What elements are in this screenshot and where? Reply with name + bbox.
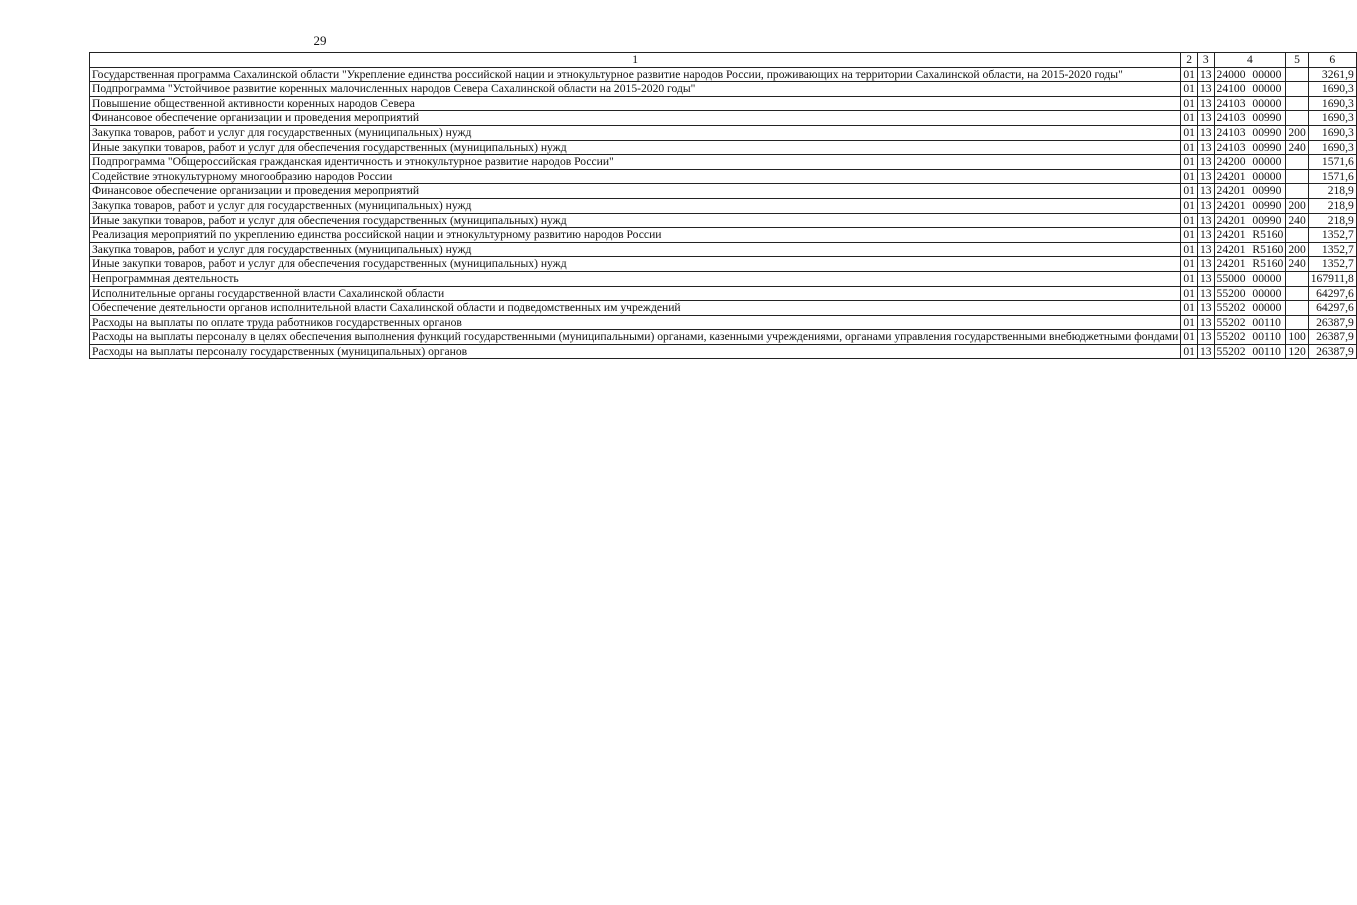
- row-target-code-cell: 24200 00000: [1214, 155, 1286, 170]
- table-header-row: [90, 53, 1357, 68]
- table-row: [90, 315, 1357, 330]
- row-target-code-cell: 24103 00000: [1214, 96, 1286, 111]
- table-row: [90, 242, 1357, 257]
- row-name-cell: Иные закупки товаров, работ и услуг для обеспечения государственных (муниципальных) нужд: [90, 140, 1181, 155]
- row-name-cell: Иные закупки товаров, работ и услуг для обеспечения государственных (муниципальных) нужд: [90, 257, 1181, 272]
- row-amount-cell: 218,9: [1308, 184, 1356, 199]
- row-name-cell: Расходы на выплаты персоналу государственных (муниципальных) органов: [90, 344, 1181, 359]
- table-row: [90, 257, 1357, 272]
- row-section-cell: 01: [1181, 286, 1198, 301]
- table-row: [90, 301, 1357, 316]
- row-expense-type-cell: [1286, 96, 1308, 111]
- table-row: [90, 271, 1357, 286]
- row-expense-type-cell: [1286, 228, 1308, 243]
- row-target-code-cell: 24000 00000: [1214, 67, 1286, 82]
- row-amount-cell: 218,9: [1308, 213, 1356, 228]
- row-expense-type-cell: 120: [1286, 344, 1308, 359]
- budget-table: [89, 52, 1357, 359]
- row-expense-type-cell: [1286, 301, 1308, 316]
- row-amount-cell: 1571,6: [1308, 155, 1356, 170]
- row-amount-cell: 64297,6: [1308, 301, 1356, 316]
- row-section-cell: 01: [1181, 169, 1198, 184]
- row-amount-cell: 3261,9: [1308, 67, 1356, 82]
- row-section-cell: 01: [1181, 271, 1198, 286]
- column-header-1: 1: [90, 53, 1181, 68]
- row-name-cell: Содействие этнокультурному многообразию народов России: [90, 169, 1181, 184]
- row-subsection-cell: 13: [1197, 140, 1214, 155]
- row-section-cell: 01: [1181, 111, 1198, 126]
- row-name-cell: Расходы на выплаты персоналу в целях обеспечения выполнения функций государственными (муниципальными) органами, казенными учреждениями, органами управления государственными внебюджетными фондами: [90, 330, 1181, 345]
- row-expense-type-cell: [1286, 286, 1308, 301]
- row-expense-type-cell: 100: [1286, 330, 1308, 345]
- table-body: [90, 67, 1357, 359]
- row-section-cell: 01: [1181, 344, 1198, 359]
- row-expense-type-cell: [1286, 271, 1308, 286]
- row-target-code-cell: 24103 00990: [1214, 111, 1286, 126]
- row-amount-cell: 1352,7: [1308, 228, 1356, 243]
- row-amount-cell: 218,9: [1308, 198, 1356, 213]
- column-header-2: 2: [1181, 53, 1198, 68]
- row-target-code-cell: 24201 00990: [1214, 198, 1286, 213]
- row-target-code-cell: 55200 00000: [1214, 286, 1286, 301]
- table-row: [90, 228, 1357, 243]
- row-name-cell: Финансовое обеспечение организации и проведения мероприятий: [90, 184, 1181, 199]
- row-subsection-cell: 13: [1197, 301, 1214, 316]
- row-subsection-cell: 13: [1197, 315, 1214, 330]
- row-target-code-cell: 24100 00000: [1214, 82, 1286, 97]
- column-header-5: 5: [1286, 53, 1308, 68]
- row-name-cell: Повышение общественной активности коренных народов Севера: [90, 96, 1181, 111]
- row-expense-type-cell: [1286, 315, 1308, 330]
- column-header-3: 3: [1197, 53, 1214, 68]
- table-row: [90, 82, 1357, 97]
- row-amount-cell: 1352,7: [1308, 242, 1356, 257]
- row-subsection-cell: 13: [1197, 271, 1214, 286]
- row-section-cell: 01: [1181, 330, 1198, 345]
- row-target-code-cell: 55202 00110: [1214, 330, 1286, 345]
- row-amount-cell: 1690,3: [1308, 140, 1356, 155]
- table-row: [90, 111, 1357, 126]
- row-subsection-cell: 13: [1197, 330, 1214, 345]
- row-subsection-cell: 13: [1197, 184, 1214, 199]
- row-name-cell: Иные закупки товаров, работ и услуг для обеспечения государственных (муниципальных) нужд: [90, 213, 1181, 228]
- row-subsection-cell: 13: [1197, 286, 1214, 301]
- row-amount-cell: 26387,9: [1308, 315, 1356, 330]
- table-row: [90, 330, 1357, 345]
- row-subsection-cell: 13: [1197, 82, 1214, 97]
- table-row: [90, 140, 1357, 155]
- row-section-cell: 01: [1181, 140, 1198, 155]
- row-expense-type-cell: [1286, 111, 1308, 126]
- row-section-cell: 01: [1181, 125, 1198, 140]
- row-target-code-cell: 55000 00000: [1214, 271, 1286, 286]
- row-expense-type-cell: 200: [1286, 198, 1308, 213]
- row-name-cell: Обеспечение деятельности органов исполнительной власти Сахалинской области и подведомственных им учреждений: [90, 301, 1181, 316]
- row-expense-type-cell: [1286, 82, 1308, 97]
- row-name-cell: Закупка товаров, работ и услуг для государственных (муниципальных) нужд: [90, 125, 1181, 140]
- row-amount-cell: 1690,3: [1308, 96, 1356, 111]
- row-amount-cell: 1690,3: [1308, 82, 1356, 97]
- row-expense-type-cell: [1286, 67, 1308, 82]
- table-row: [90, 169, 1357, 184]
- row-target-code-cell: 24201 R5160: [1214, 257, 1286, 272]
- row-expense-type-cell: 240: [1286, 213, 1308, 228]
- row-section-cell: 01: [1181, 198, 1198, 213]
- table-row: [90, 344, 1357, 359]
- row-section-cell: 01: [1181, 257, 1198, 272]
- row-amount-cell: 64297,6: [1308, 286, 1356, 301]
- row-section-cell: 01: [1181, 96, 1198, 111]
- row-subsection-cell: 13: [1197, 96, 1214, 111]
- row-name-cell: Исполнительные органы государственной власти Сахалинской области: [90, 286, 1181, 301]
- row-target-code-cell: 24201 00000: [1214, 169, 1286, 184]
- row-name-cell: Подпрограмма "Устойчивое развитие коренных малочисленных народов Севера Сахалинской области на 2015-2020 годы": [90, 82, 1181, 97]
- row-name-cell: Расходы на выплаты по оплате труда работников государственных органов: [90, 315, 1181, 330]
- row-amount-cell: 1352,7: [1308, 257, 1356, 272]
- row-expense-type-cell: [1286, 169, 1308, 184]
- row-section-cell: 01: [1181, 242, 1198, 257]
- row-section-cell: 01: [1181, 301, 1198, 316]
- row-section-cell: 01: [1181, 213, 1198, 228]
- row-subsection-cell: 13: [1197, 155, 1214, 170]
- row-section-cell: 01: [1181, 184, 1198, 199]
- row-section-cell: 01: [1181, 228, 1198, 243]
- row-expense-type-cell: 240: [1286, 140, 1308, 155]
- row-target-code-cell: 24103 00990: [1214, 140, 1286, 155]
- row-subsection-cell: 13: [1197, 344, 1214, 359]
- row-subsection-cell: 13: [1197, 67, 1214, 82]
- row-section-cell: 01: [1181, 155, 1198, 170]
- row-amount-cell: 26387,9: [1308, 330, 1356, 345]
- row-name-cell: Непрограммная деятельность: [90, 271, 1181, 286]
- table-row: [90, 155, 1357, 170]
- row-expense-type-cell: 240: [1286, 257, 1308, 272]
- table-row: [90, 96, 1357, 111]
- row-target-code-cell: 24201 R5160: [1214, 228, 1286, 243]
- row-subsection-cell: 13: [1197, 242, 1214, 257]
- row-subsection-cell: 13: [1197, 257, 1214, 272]
- row-section-cell: 01: [1181, 315, 1198, 330]
- row-target-code-cell: 55202 00000: [1214, 301, 1286, 316]
- row-amount-cell: 167911,8: [1308, 271, 1356, 286]
- row-target-code-cell: 24201 00990: [1214, 184, 1286, 199]
- row-subsection-cell: 13: [1197, 125, 1214, 140]
- row-target-code-cell: 24201 00990: [1214, 213, 1286, 228]
- row-target-code-cell: 55202 00110: [1214, 344, 1286, 359]
- table-row: [90, 184, 1357, 199]
- row-target-code-cell: 55202 00110: [1214, 315, 1286, 330]
- row-name-cell: Закупка товаров, работ и услуг для государственных (муниципальных) нужд: [90, 198, 1181, 213]
- table-row: [90, 67, 1357, 82]
- row-amount-cell: 26387,9: [1308, 344, 1356, 359]
- row-name-cell: Подпрограмма "Общероссийская гражданская идентичность и этнокультурное развитие народов России": [90, 155, 1181, 170]
- row-name-cell: Закупка товаров, работ и услуг для государственных (муниципальных) нужд: [90, 242, 1181, 257]
- row-target-code-cell: 24103 00990: [1214, 125, 1286, 140]
- row-subsection-cell: 13: [1197, 198, 1214, 213]
- row-amount-cell: 1690,3: [1308, 125, 1356, 140]
- row-name-cell: Финансовое обеспечение организации и проведения мероприятий: [90, 111, 1181, 126]
- row-section-cell: 01: [1181, 82, 1198, 97]
- row-name-cell: Реализация мероприятий по укреплению единства российской нации и этнокультурному развитию народов России: [90, 228, 1181, 243]
- page-number: 29: [313, 33, 327, 48]
- row-expense-type-cell: 200: [1286, 125, 1308, 140]
- row-subsection-cell: 13: [1197, 228, 1214, 243]
- row-amount-cell: 1690,3: [1308, 111, 1356, 126]
- row-section-cell: 01: [1181, 67, 1198, 82]
- row-name-cell: Государственная программа Сахалинской области "Укрепление единства российской нации и этнокультурное развитие народов России, проживающих на территории Сахалинской области, на 2015-2020 годы": [90, 67, 1181, 82]
- row-expense-type-cell: 200: [1286, 242, 1308, 257]
- column-header-6: 6: [1308, 53, 1356, 68]
- row-expense-type-cell: [1286, 184, 1308, 199]
- row-expense-type-cell: [1286, 155, 1308, 170]
- row-subsection-cell: 13: [1197, 111, 1214, 126]
- table-row: [90, 125, 1357, 140]
- table-row: [90, 286, 1357, 301]
- table-row: [90, 213, 1357, 228]
- row-subsection-cell: 13: [1197, 169, 1214, 184]
- row-subsection-cell: 13: [1197, 213, 1214, 228]
- row-target-code-cell: 24201 R5160: [1214, 242, 1286, 257]
- table-row: [90, 198, 1357, 213]
- row-amount-cell: 1571,6: [1308, 169, 1356, 184]
- column-header-4: 4: [1214, 53, 1286, 68]
